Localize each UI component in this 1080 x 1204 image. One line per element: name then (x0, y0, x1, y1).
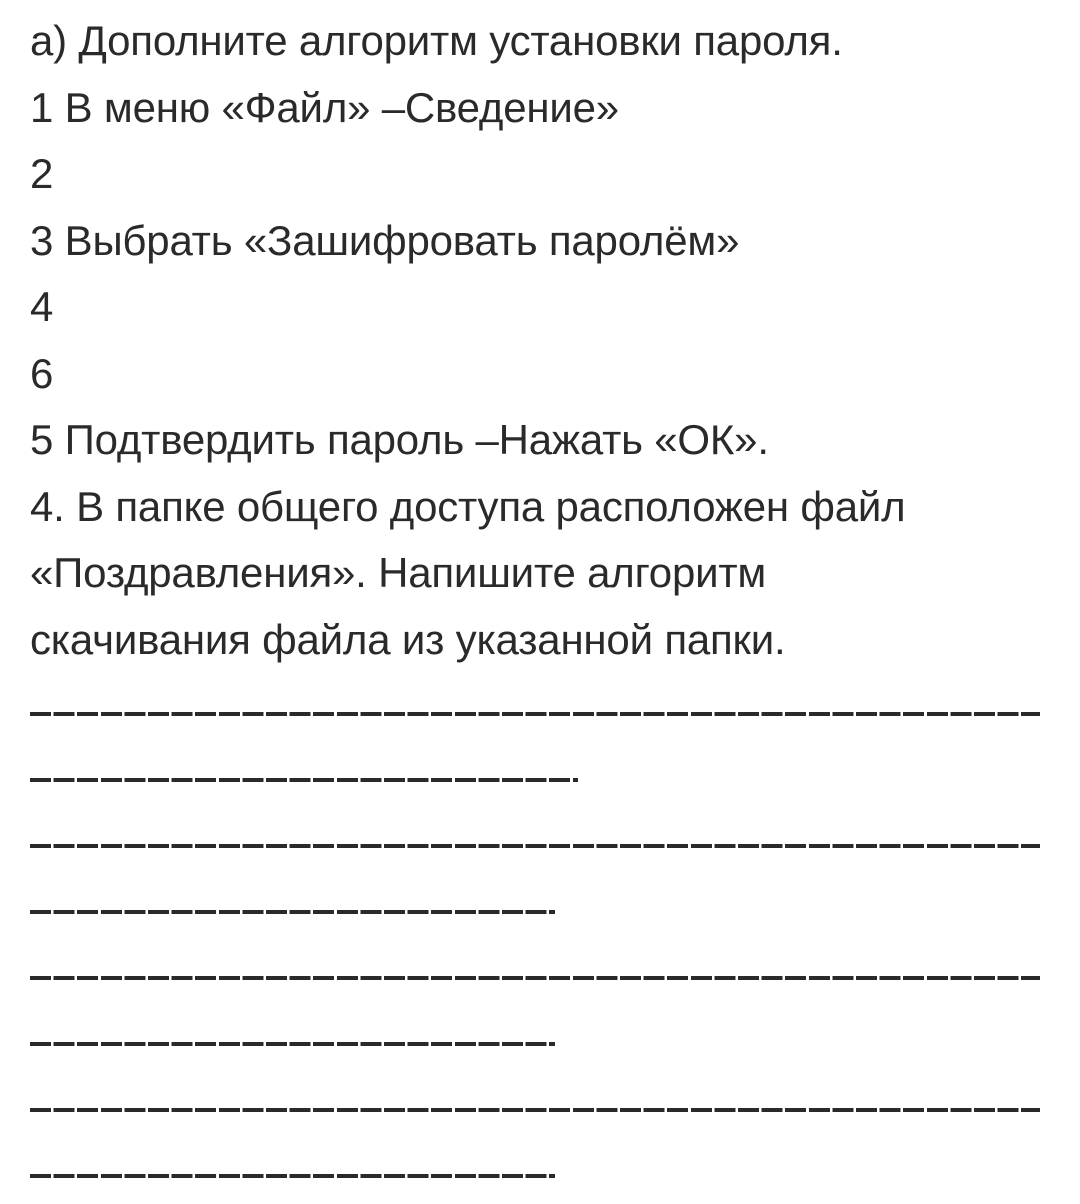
task-4-line-1: 4. В папке общего доступа расположен файл (30, 482, 906, 530)
task-4-line-3: скачивания файла из указанной папки. (30, 615, 786, 663)
answer-line (30, 1072, 1050, 1138)
answer-blank-lines (30, 676, 1050, 1204)
answer-line (30, 1138, 1050, 1204)
worksheet-text (30, 8, 1060, 673)
answer-line (30, 1006, 1050, 1072)
answer-line (30, 940, 1050, 1006)
answer-line (30, 874, 1050, 940)
task-a-step-5: 5 Подтвердить пароль –Нажать «ОК». (30, 416, 769, 463)
answer-line (30, 808, 1050, 874)
answer-line (30, 742, 1050, 808)
answer-line (30, 676, 1050, 742)
task-a-step-6: 6 (30, 349, 54, 397)
task-a-step-2: 2 (30, 150, 54, 197)
task-a-heading: а) Дополните алгоритм установки пароля. (30, 17, 843, 64)
task-a-step-3: 3 Выбрать «Зашифровать паролём» (30, 216, 740, 264)
task-a-step-1: 1 В меню «Файл» –Сведение» (30, 83, 619, 131)
task-4-line-2: «Поздравления». Напишите алгоритм (30, 549, 767, 596)
task-a-step-4: 4 (30, 283, 54, 330)
